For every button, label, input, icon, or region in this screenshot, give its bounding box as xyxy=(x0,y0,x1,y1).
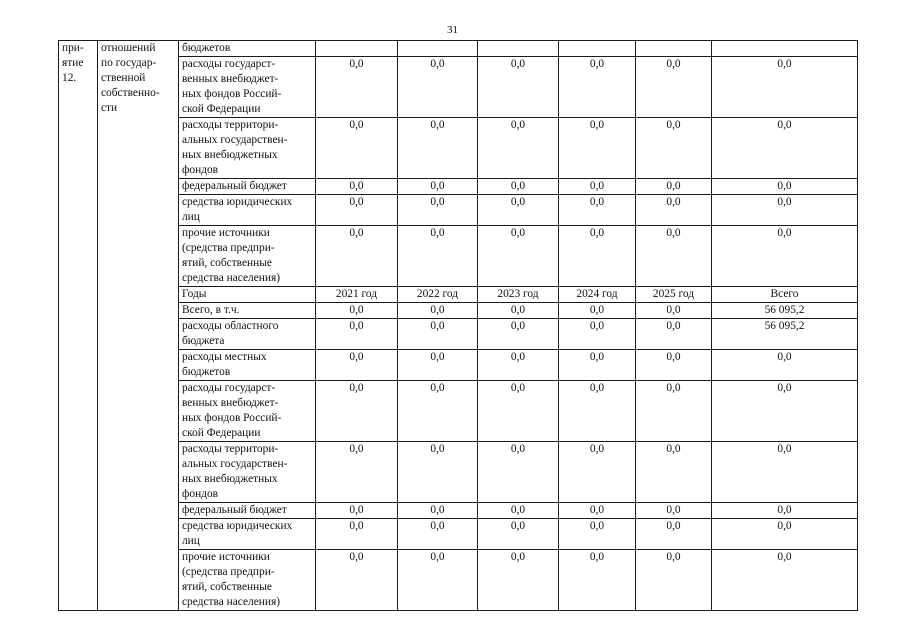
year-value-cell: 0,0 xyxy=(478,381,559,442)
funding-source-line: ятий, собственные xyxy=(182,257,272,269)
table-row xyxy=(59,195,858,226)
year-value-cell: 0,0 xyxy=(559,195,636,226)
funding-source-cell xyxy=(179,57,316,118)
measure-number-line: 12. xyxy=(62,72,77,84)
year-value-cell: 0,0 xyxy=(478,226,559,287)
funding-source-line: ных внебюджетных xyxy=(182,473,278,485)
total-value-cell: 0,0 xyxy=(712,57,858,118)
funding-source-line: ных фондов Россий- xyxy=(182,412,282,424)
funding-source-line: расходы местных xyxy=(182,351,267,363)
total-value-cell: 0,0 xyxy=(712,519,858,550)
funding-source-line: расходы государст- xyxy=(182,382,276,394)
year-value-cell: 0,0 xyxy=(316,57,398,118)
funding-source-line: ской Федерации xyxy=(182,427,261,439)
funding-source-line: бюджета xyxy=(182,335,225,347)
funding-source-line: бюджетов xyxy=(182,42,231,54)
total-value-cell: 0,0 xyxy=(712,226,858,287)
year-value-cell: 0,0 xyxy=(636,550,712,611)
year-value-cell: 0,0 xyxy=(398,118,478,179)
year-value-cell: 0,0 xyxy=(636,442,712,503)
year-value-cell: 0,0 xyxy=(478,319,559,350)
year-value-cell: 0,0 xyxy=(316,503,398,519)
funding-source-line: венных внебюджет- xyxy=(182,73,279,85)
year-value-cell: 0,0 xyxy=(478,350,559,381)
funding-source-line: расходы областного xyxy=(182,320,279,332)
measure-name-line: отношений xyxy=(101,42,156,54)
year-value-cell: 0,0 xyxy=(559,550,636,611)
funding-source-cell xyxy=(179,41,316,57)
year-value-cell: 0,0 xyxy=(316,350,398,381)
table-row xyxy=(59,118,858,179)
total-value-cell: 0,0 xyxy=(712,442,858,503)
measure-name-line: ственной xyxy=(101,72,146,84)
year-value-cell: 0,0 xyxy=(316,118,398,179)
funding-source-line: венных внебюджет- xyxy=(182,397,279,409)
funding-source-line: фондов xyxy=(182,164,219,176)
year-value-cell: 0,0 xyxy=(398,195,478,226)
year-value-cell: 0,0 xyxy=(559,319,636,350)
table-row xyxy=(59,319,858,350)
page-number: 31 xyxy=(447,24,458,36)
funding-source-line: ятий, собственные xyxy=(182,581,272,593)
funding-source-cell xyxy=(179,442,316,503)
total-value-cell: 56 095,2 xyxy=(712,319,858,350)
year-value-cell: 0,0 xyxy=(398,57,478,118)
funding-source-line: средства населения) xyxy=(182,596,280,608)
total-value-cell: 0,0 xyxy=(712,503,858,519)
total-value-cell: 0,0 xyxy=(712,195,858,226)
year-value-cell: 0,0 xyxy=(559,350,636,381)
year-value-cell: 0,0 xyxy=(636,519,712,550)
year-value-cell: 0,0 xyxy=(316,179,398,195)
year-value-cell xyxy=(478,41,559,57)
year-value-cell: 0,0 xyxy=(398,519,478,550)
year-value-cell xyxy=(316,41,398,57)
funding-source-cell xyxy=(179,303,316,319)
measure-name-line: собственно- xyxy=(101,87,160,99)
funding-source-line: альных государствен- xyxy=(182,458,288,470)
year-value-cell: 0,0 xyxy=(478,519,559,550)
funding-source-line: альных государствен- xyxy=(182,134,288,146)
measure-number-line: ятие xyxy=(62,57,84,69)
total-value-cell: 0,0 xyxy=(712,550,858,611)
funding-source-line: федеральный бюджет xyxy=(182,504,287,516)
year-value-cell: 0,0 xyxy=(398,226,478,287)
year-value-cell: 0,0 xyxy=(316,519,398,550)
funding-source-cell xyxy=(179,381,316,442)
year-value-cell: 0,0 xyxy=(636,350,712,381)
year-value-cell: 0,0 xyxy=(478,503,559,519)
total-value-cell: 0,0 xyxy=(712,350,858,381)
year-value-cell: 0,0 xyxy=(398,350,478,381)
funding-source-line: лиц xyxy=(182,535,200,547)
funding-source-line: средства юридических xyxy=(182,520,293,532)
funding-source-line: федеральный бюджет xyxy=(182,180,287,192)
year-value-cell: 0,0 xyxy=(559,118,636,179)
year-value-cell: 0,0 xyxy=(316,319,398,350)
year-value-cell xyxy=(559,41,636,57)
funding-source-line: прочие источники xyxy=(182,227,270,239)
years-header-row xyxy=(59,287,858,303)
year-value-cell: 0,0 xyxy=(636,118,712,179)
year-value-cell: 0,0 xyxy=(636,319,712,350)
year-value-cell: 0,0 xyxy=(398,381,478,442)
funding-source-line: Всего, в т.ч. xyxy=(182,304,240,316)
measure-name-line: по государ- xyxy=(101,57,157,69)
year-value-cell: 0,0 xyxy=(636,226,712,287)
year-value-cell: 0,0 xyxy=(559,226,636,287)
total-value-cell: 0,0 xyxy=(712,381,858,442)
year-value-cell: 0,0 xyxy=(636,195,712,226)
year-value-cell: 0,0 xyxy=(316,381,398,442)
funding-table-body xyxy=(59,41,858,611)
year-value-cell: 0,0 xyxy=(636,381,712,442)
year-value-cell: 0,0 xyxy=(478,57,559,118)
total-value-cell: 56 095,2 xyxy=(712,303,858,319)
year-value-cell: 0,0 xyxy=(398,550,478,611)
table-row xyxy=(59,550,858,611)
year-value-cell: 0,0 xyxy=(559,57,636,118)
year-value-cell xyxy=(636,41,712,57)
total-value-cell xyxy=(712,41,858,57)
measure-number-line: при- xyxy=(62,42,84,54)
year-value-cell: 0,0 xyxy=(316,550,398,611)
table-row xyxy=(59,226,858,287)
year-value-cell: 0,0 xyxy=(559,503,636,519)
table-row xyxy=(59,179,858,195)
year-value-cell: 0,0 xyxy=(636,179,712,195)
year-value-cell: 0,0 xyxy=(316,303,398,319)
funding-source-line: лиц xyxy=(182,211,200,223)
year-value-cell: 0,0 xyxy=(559,442,636,503)
year-value-cell: 0,0 xyxy=(478,195,559,226)
year-header-cell: 2023 год xyxy=(478,287,559,303)
year-header-cell: 2024 год xyxy=(559,287,636,303)
table-row xyxy=(59,57,858,118)
year-value-cell xyxy=(398,41,478,57)
table-row xyxy=(59,519,858,550)
funding-source-line: средства населения) xyxy=(182,272,280,284)
year-value-cell: 0,0 xyxy=(478,118,559,179)
table-row xyxy=(59,381,858,442)
total-value-cell: 0,0 xyxy=(712,118,858,179)
measure-name-cell xyxy=(98,41,179,611)
year-value-cell: 0,0 xyxy=(398,442,478,503)
funding-source-cell xyxy=(179,179,316,195)
year-value-cell: 0,0 xyxy=(316,442,398,503)
measure-number-cell xyxy=(59,41,98,611)
measure-name-line: сти xyxy=(101,102,118,114)
funding-source-cell xyxy=(179,350,316,381)
funding-source-line: расходы государст- xyxy=(182,58,276,70)
year-header-cell: 2025 год xyxy=(636,287,712,303)
year-header-cell: 2021 год xyxy=(316,287,398,303)
year-value-cell: 0,0 xyxy=(478,179,559,195)
funding-source-cell xyxy=(179,550,316,611)
funding-source-line: (средства предпри- xyxy=(182,242,275,254)
year-value-cell: 0,0 xyxy=(478,303,559,319)
year-value-cell: 0,0 xyxy=(316,226,398,287)
funding-source-cell xyxy=(179,503,316,519)
years-header-label: Годы xyxy=(179,287,316,303)
year-value-cell: 0,0 xyxy=(559,303,636,319)
year-value-cell: 0,0 xyxy=(559,519,636,550)
table-row xyxy=(59,350,858,381)
funding-source-cell xyxy=(179,118,316,179)
funding-source-line: бюджетов xyxy=(182,366,231,378)
table-row xyxy=(59,442,858,503)
total-header-cell: Всего xyxy=(712,287,858,303)
total-value-cell: 0,0 xyxy=(712,179,858,195)
funding-source-cell xyxy=(179,226,316,287)
funding-source-line: ской Федерации xyxy=(182,103,261,115)
funding-source-line: прочие источники xyxy=(182,551,270,563)
year-value-cell: 0,0 xyxy=(559,381,636,442)
table-row xyxy=(59,503,858,519)
funding-source-line: ных внебюджетных xyxy=(182,149,278,161)
funding-source-line: средства юридических xyxy=(182,196,293,208)
funding-source-line: расходы территори- xyxy=(182,119,279,131)
funding-source-line: ных фондов Россий- xyxy=(182,88,282,100)
funding-table xyxy=(58,40,858,611)
year-header-cell: 2022 год xyxy=(398,287,478,303)
year-value-cell: 0,0 xyxy=(398,179,478,195)
year-value-cell: 0,0 xyxy=(478,442,559,503)
year-value-cell: 0,0 xyxy=(636,503,712,519)
table-row xyxy=(59,41,858,57)
year-value-cell: 0,0 xyxy=(398,303,478,319)
year-value-cell: 0,0 xyxy=(478,550,559,611)
funding-source-cell xyxy=(179,319,316,350)
funding-source-line: фондов xyxy=(182,488,219,500)
year-value-cell: 0,0 xyxy=(398,503,478,519)
year-value-cell: 0,0 xyxy=(636,57,712,118)
table-row xyxy=(59,303,858,319)
year-value-cell: 0,0 xyxy=(559,179,636,195)
funding-source-cell xyxy=(179,519,316,550)
funding-source-cell xyxy=(179,195,316,226)
funding-source-line: (средства предпри- xyxy=(182,566,275,578)
year-value-cell: 0,0 xyxy=(636,303,712,319)
funding-source-line: расходы территори- xyxy=(182,443,279,455)
year-value-cell: 0,0 xyxy=(398,319,478,350)
year-value-cell: 0,0 xyxy=(316,195,398,226)
